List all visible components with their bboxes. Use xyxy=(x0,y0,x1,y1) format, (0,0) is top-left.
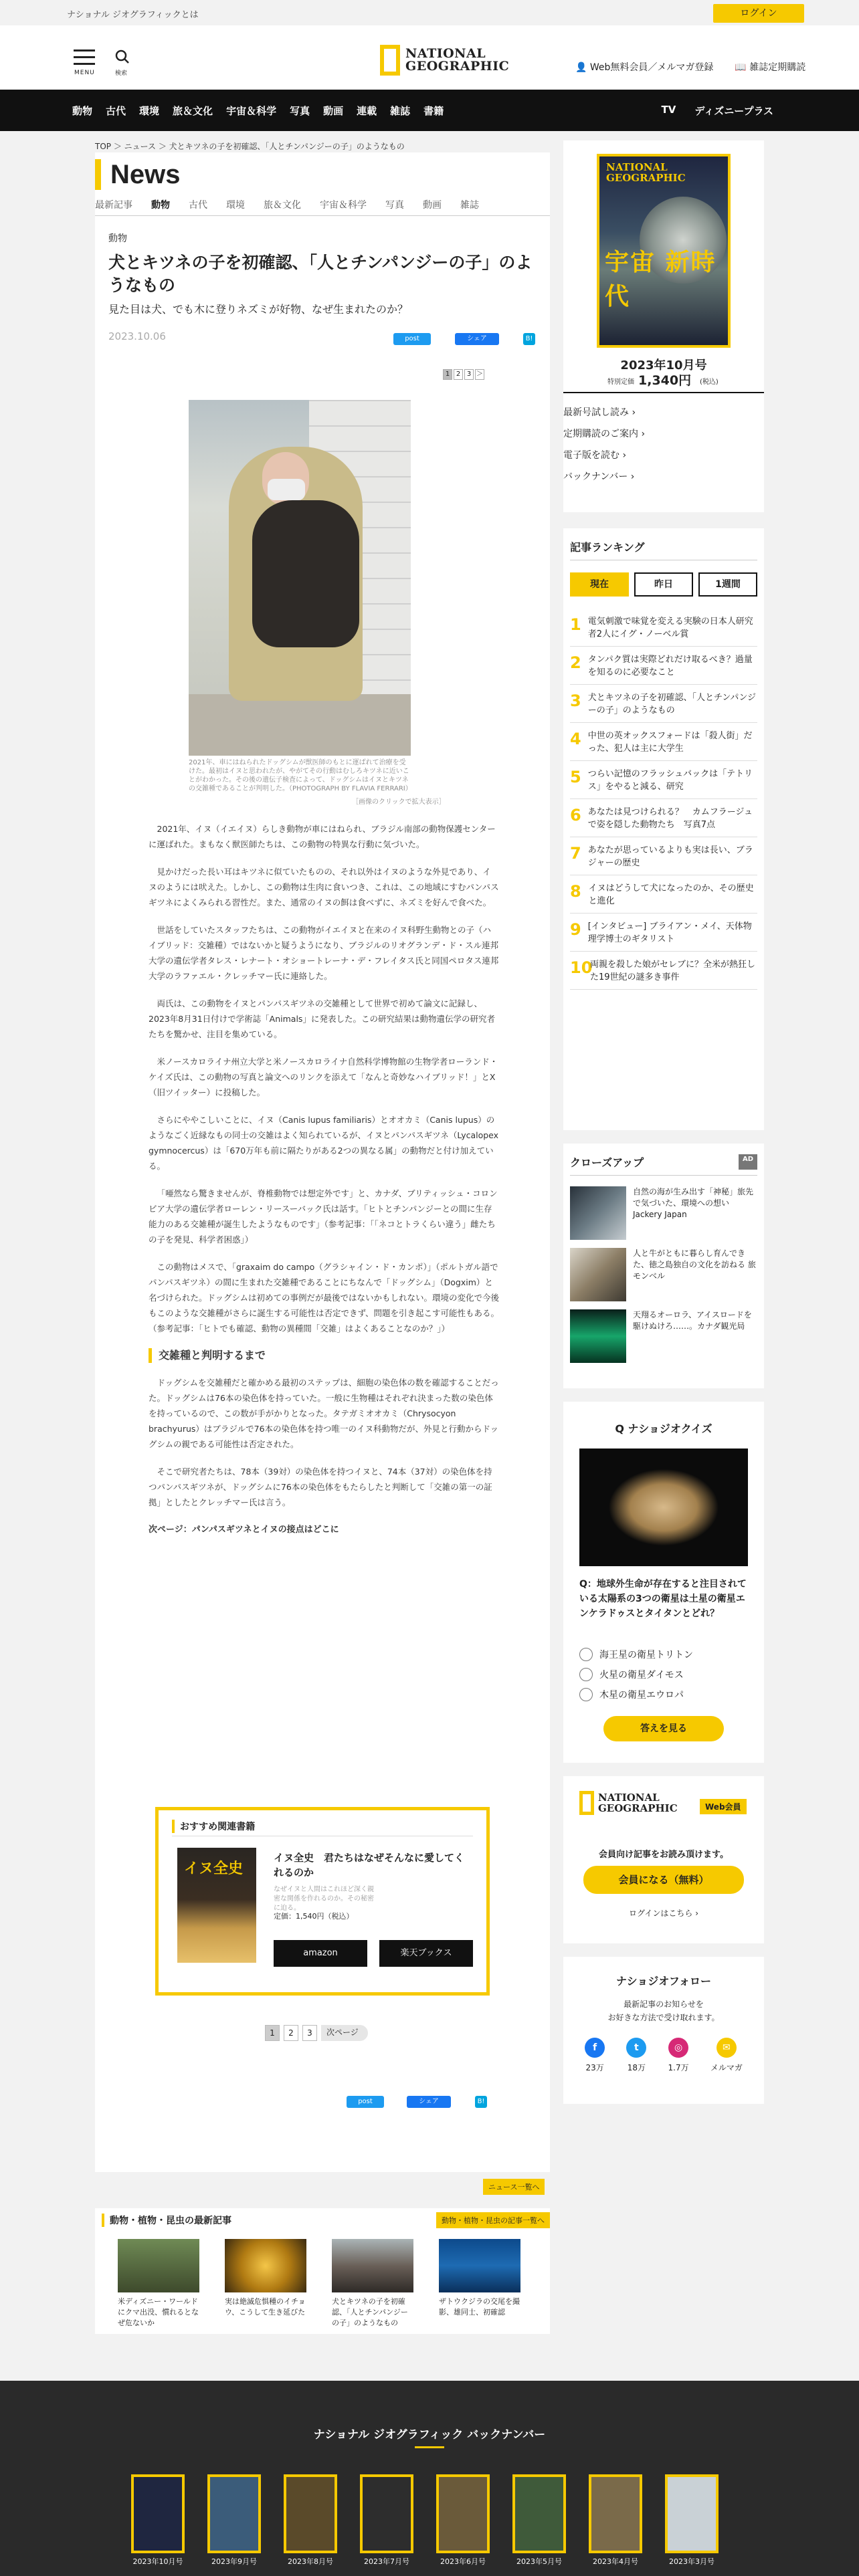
article-photo[interactable] xyxy=(189,400,411,756)
tab-latest[interactable]: 最新記事 xyxy=(95,200,132,211)
nav-item[interactable]: 連載 xyxy=(357,105,377,117)
tab-animals[interactable]: 動物 xyxy=(151,200,170,211)
backnumber-label: 2023年10月号 xyxy=(132,2557,183,2566)
backnumber-item[interactable] xyxy=(360,2474,413,2567)
divider xyxy=(415,2446,444,2448)
latest-heading: 動物・植物・昆虫の最新記事 xyxy=(102,2214,231,2227)
section-heading: 交雑種と判明するまで xyxy=(149,1348,499,1363)
category-tabs xyxy=(95,198,479,211)
paragraph: さらにややこしいことに、イヌ（Canis lupus familiaris）とオオカミ（Canis lupus）のようなごく近縁なもの同士の交雑はよく知られているが、イヌとパンパスギツネ（Lycalopex gymnocercus）は「670万年も前に隔たりがある2つの異なる属」の動物だと付け加えている。 xyxy=(149,1115,499,1171)
nav-disney[interactable]: ディズニープラス xyxy=(694,105,773,117)
quiz-image xyxy=(579,1448,748,1566)
page-next[interactable]: ＞ xyxy=(475,369,484,380)
backnumber-footer xyxy=(0,2381,859,2576)
follow-count: 23万 xyxy=(585,2063,604,2072)
follow-count: メルマガ xyxy=(710,2063,743,2072)
backnumber-cover xyxy=(512,2474,566,2553)
nav-item[interactable]: 古代 xyxy=(106,105,126,117)
follow-list xyxy=(574,2038,753,2073)
magazine-cover[interactable] xyxy=(597,154,731,348)
article-subtitle: 見た目は犬、でも木に登りネズミが好物、なぜ生まれたのか？ xyxy=(108,303,409,316)
paragraph: 世話をしていたスタッフたちは、この動物がイエイヌと在来のイヌ科野生動物との子（ハイブリッド：交雑種）ではないかと疑うようになり、ブラジルのリオグランデ・ド・スル連邦大学の遺伝学者タレス・レナート・オショートレーナ・デ・フレイタス氏と同国ペロタス連邦大学のラファエル・クレッチマー氏に連絡した。 xyxy=(149,925,499,981)
tab-week[interactable]: 1週間 xyxy=(698,572,757,597)
logo-text-1: NATIONAL xyxy=(405,46,486,61)
ranking-title: 中世の英オックスフォードは「殺人街」だった、犯人は主に大学生 xyxy=(587,731,753,754)
member-text: 会員向け記事をお読み頂けます。 xyxy=(599,1850,729,1860)
backnumber-label: 2023年4月号 xyxy=(593,2557,638,2566)
ranking-title: あなたが思っているよりも実は長い、ブラジャーの歴史 xyxy=(587,845,753,868)
quiz-question: Q：地球外生命が存在すると注目されている太陽系の3つの衛星は土星の衛星エンケラドゥスとタイタンとどれ？ xyxy=(579,1579,747,1619)
latest-news-box xyxy=(95,2208,550,2334)
ranking-number: 8 xyxy=(570,882,581,901)
ranking-number: 2 xyxy=(570,653,581,672)
photo-caption: 2021年、車にはねられたドッグシムが獣医師のもとに運ばれて治療を受けた。最初はイヌと思われたが、やがてその行動はむしろキツネに近いことがわかった。その後の遺伝子検査によって、ドッグシムはイヌとキツネの交雑種であることが判明した。（PHOTOGRAPH BY FLAVIA FERRARI） xyxy=(189,759,412,792)
backnumber-label: 2023年7月号 xyxy=(364,2557,409,2566)
latest-item[interactable]: 実は絶滅危惧種のイチョウ、こうして生き延びた xyxy=(225,2239,306,2329)
article-card xyxy=(95,152,550,2172)
menu-icon xyxy=(74,49,95,51)
ranking-number: 1 xyxy=(570,615,581,634)
backnumber-item[interactable] xyxy=(665,2474,719,2567)
quiz-option[interactable]: 火星の衛星ダイモス xyxy=(579,1668,748,1681)
closeup-heading: クローズアップ xyxy=(570,1156,644,1169)
login-link[interactable]: ログインはこちら › xyxy=(628,1909,699,1918)
nav-item[interactable]: 書籍 xyxy=(423,105,444,117)
article-date: 2023.10.06 xyxy=(108,330,166,342)
follow-item[interactable] xyxy=(585,2038,605,2073)
cover-text: GEOGRAPHIC xyxy=(606,172,686,184)
share-hatena-button[interactable]: B! xyxy=(523,333,535,345)
ranking-title: 電気刺激で味覚を変える実験の日本人研究者2人にイグ・ノーベル賞 xyxy=(587,617,753,639)
tab-science[interactable]: 宇宙＆科学 xyxy=(320,200,367,211)
ranking-heading: 記事ランキング xyxy=(570,539,757,560)
ranking-title: あなたは見つけられる？ カムフラージュで姿を隠した動物たち 写真7点 xyxy=(587,807,753,830)
follow-count: 18万 xyxy=(627,2063,646,2072)
follow-item[interactable] xyxy=(710,2038,743,2073)
ad-badge: AD xyxy=(739,1154,757,1170)
logo-text-2: GEOGRAPHIC xyxy=(405,59,510,74)
radio-icon xyxy=(579,1688,593,1701)
quiz-box xyxy=(563,1402,764,1763)
member-logo: NATIONAL GEOGRAPHIC xyxy=(579,1791,678,1815)
follow-box xyxy=(563,1957,764,2104)
ranking-tabs xyxy=(570,572,757,597)
share-hatena-button[interactable]: B! xyxy=(475,2096,487,2108)
ranking-number: 4 xyxy=(570,730,581,748)
tab-ancient[interactable]: 古代 xyxy=(189,200,207,211)
backnumber-label: 2023年3月号 xyxy=(669,2557,714,2566)
cover-text: NATIONAL xyxy=(606,161,668,173)
paragraph: この動物はメスで、「graxaim do campo（グラシャイン・ド・カンポ）」（ポルトガル語でパンパスギツネ）の間に生まれた交雑種であることにちなんで「ドッグシム」（Dogxim）と名づけられた。ドッグシムは初めての事例だが最後ではないかもしれない。環境の変化で今後もこのような交雑種がさらに誕生する可能性は否定できず、問題を引き起こす可能性もある。（参考記事：「ヒトでも確認、動物の異種間「交雑」はよくあることなのか？」） xyxy=(149,1262,500,1333)
paragraph: ドッグシムを交雑種だと確かめる最初のステップは、細胞の染色体の数を確認することだった。ドッグシムは76本の染色体を持っていた。一般に生物種はそれぞれ決まった数の染色体を持っているので、この数が手がかりとなった。タテガミオオカミ（Chrysocyon brachyurus）はブラジルで76本の染色体を持つ唯一のイヌ科動物だが、外見と行動からドッグシムの親である可能性は否定された。 xyxy=(149,1378,499,1449)
ranking-number: 10 xyxy=(570,958,593,977)
magazine-link[interactable]: 最新号試し読み › xyxy=(563,407,636,418)
latest-item[interactable]: ザトウクジラの交尾を撮影、雄同士、初確認 xyxy=(439,2239,520,2329)
nav-item[interactable]: 環境 xyxy=(139,105,160,117)
ranking-item[interactable] xyxy=(570,914,757,952)
paragraph: 両氏は、この動物をイヌとパンパスギツネの交雑種として世界で初めて論文に記録し、2023年8月31日付けで学術誌「Animals」に発表した。この研究結果は動物遺伝学の研究者たちを驚かせ、注目を集めている。 xyxy=(149,998,495,1039)
backnumber-item[interactable] xyxy=(512,2474,566,2567)
page-1[interactable]: 1 xyxy=(443,369,452,380)
bottom-pagination xyxy=(265,2025,368,2041)
book-title[interactable]: イヌ全史 君たちはなぜそんなに愛してくれるのか xyxy=(274,1852,465,1879)
ranking-item[interactable] xyxy=(570,723,757,761)
magazine-link[interactable]: バックナンバー › xyxy=(563,471,635,482)
backnumber-cover xyxy=(436,2474,490,2553)
ranking-title: つらい記憶のフラッシュバックは「テトリス」をやると減る、研究 xyxy=(587,769,753,792)
menu-button[interactable] xyxy=(74,49,95,76)
logo-frame-icon xyxy=(380,45,400,76)
tab-now[interactable]: 現在 xyxy=(570,572,629,597)
divider xyxy=(563,392,764,393)
magazine-box xyxy=(563,140,764,512)
site-header xyxy=(0,25,859,90)
tab-photo[interactable]: 写真 xyxy=(385,200,404,211)
amazon-button[interactable]: amazon xyxy=(274,1940,367,1967)
paragraph: 見かけだった長い耳はキツネに似ていたものの、それ以外はイヌのような外見であり、イヌのようには吠えた。しかし、この動物は生肉に食いつき、これは、この地域にすむパンパスギツネによくみられる習性だ。また、通常のイヌの餌は食べずに、ネズミを好んで食べた。 xyxy=(149,867,499,907)
backnumber-item[interactable] xyxy=(589,2474,642,2567)
web-member-link[interactable]: 👤 Web無料会員／メルマガ登録 xyxy=(575,62,714,73)
magazine-link[interactable]: 電子版を読む › xyxy=(563,450,627,461)
page-3[interactable]: 3 xyxy=(464,369,474,380)
site-logo[interactable] xyxy=(380,43,509,78)
ranking-title: 両親を殺した娘がセレブに？全米が熱狂した19世紀の謎多き事件 xyxy=(590,960,756,982)
footer-heading: ナショナル ジオグラフィック バックナンバー xyxy=(313,2428,546,2442)
backnumber-label: 2023年5月号 xyxy=(516,2557,562,2566)
subscribe-link[interactable]: 📖 雑誌定期購読 xyxy=(735,62,806,73)
quiz-option[interactable]: 木星の衛星エウロパ xyxy=(579,1688,748,1701)
quiz-heading: Q ナショジオクイズ xyxy=(615,1422,712,1435)
login-button[interactable]: ログイン xyxy=(713,4,804,23)
backnumber-cover xyxy=(589,2474,642,2553)
paragraph: そこで研究者たちは、78本（39対）の染色体を持つイヌと、74本（37対）の染色体を持つパンパスギツネが、ドッグシムに76本の染色体をもたらしたと判断して「交雑の第一の証拠」としたとクレッチマー氏は言う。 xyxy=(149,1467,492,1507)
price-label: 特別定価 xyxy=(607,379,634,386)
ranking-number: 9 xyxy=(570,920,581,939)
follow-count: 1.7万 xyxy=(668,2063,689,2072)
share-facebook-button[interactable]: シェア xyxy=(407,2096,451,2108)
paragraph: 「唖然なら驚きませんが、脊椎動物では想定外です」と、カナダ、ブリティッシュ・コロンビア大学の遺伝学者ローレン・リースーバック氏は話す。「ヒトとチンパンジーとの間に生存能力のある交雑種が誕生したようなものです」（参考記事：「「ネコとトラくらい違う」雌たちの子を発見、科学者困惑」） xyxy=(149,1188,498,1245)
backnumber-label: 2023年6月号 xyxy=(440,2557,486,2566)
ranking-title: 犬とキツネの子を初確認、「人とチンパンジーの子」のようなもの xyxy=(587,693,757,716)
social-icon: f xyxy=(585,2038,605,2058)
latest-item[interactable]: 犬とキツネの子を初確認、「人とチンパンジーの子」のようなもの xyxy=(332,2239,413,2329)
next-page-link[interactable]: 次ページ：パンパスギツネとイヌの接点はどこに xyxy=(149,1525,339,1535)
magazine-link[interactable]: 定期購読のご案内 › xyxy=(563,429,646,439)
article-title: 犬とキツネの子を初確認、「人とチンパンジーの子」のようなもの xyxy=(108,253,533,295)
page-2[interactable]: 2 xyxy=(454,369,463,380)
nav-tv[interactable]: TV xyxy=(661,104,676,116)
radio-icon xyxy=(579,1668,593,1681)
quiz-answer-button[interactable]: 答えを見る xyxy=(603,1716,724,1741)
ranking-number: 7 xyxy=(570,844,581,863)
nav-item[interactable]: 動物 xyxy=(72,105,93,117)
ranking-box xyxy=(563,528,764,1130)
follow-desc: 最新記事のお知らせを お好きな方法で受け取れます。 xyxy=(607,2000,720,2022)
social-icon: t xyxy=(626,2038,646,2058)
follow-item[interactable] xyxy=(668,2038,689,2073)
search-button[interactable] xyxy=(115,49,132,77)
backnumber-item[interactable] xyxy=(207,2474,261,2567)
cover-big-title: 宇宙 新時代 xyxy=(605,249,717,310)
closeup-box xyxy=(563,1144,764,1388)
news-list-button[interactable]: ニュース一覧へ xyxy=(483,2179,545,2195)
backnumber-cover xyxy=(665,2474,719,2553)
backnumber-cover xyxy=(360,2474,413,2553)
user-icon: 👤 xyxy=(575,62,590,73)
quiz-icon: Q xyxy=(615,1422,628,1435)
issue-label: 2023年10月号 xyxy=(620,358,707,372)
backnumber-item[interactable] xyxy=(131,2474,185,2567)
ranking-item[interactable] xyxy=(570,799,757,837)
next-page-button[interactable]: 次ページ xyxy=(321,2025,368,2041)
latest-more-link[interactable]: 動物・植物・昆虫の記事一覧へ xyxy=(436,2212,550,2228)
ranking-item[interactable] xyxy=(570,875,757,914)
share-x-button[interactable]: post xyxy=(393,333,431,345)
book-desc: なぜイヌと人間はこれほど深く親密な関係を作れるのか。その秘密に迫る。 xyxy=(274,1886,374,1912)
ranking-number: 6 xyxy=(570,806,581,825)
recommended-book xyxy=(155,1807,490,1996)
follow-item[interactable] xyxy=(626,2038,646,2073)
backnumber-cover xyxy=(284,2474,337,2553)
nav-item[interactable]: 雑誌 xyxy=(390,105,411,117)
tab-yesterday[interactable]: 昨日 xyxy=(634,572,693,597)
social-icon: ✉ xyxy=(717,2038,737,2058)
share-x-button[interactable]: post xyxy=(347,2096,384,2108)
latest-item[interactable]: 米ディズニー・ワールドにクマ出没、慣れるとなぜ危ないか xyxy=(118,2239,199,2329)
ranking-title: イヌはどうして犬になったのか、その歴史と進化 xyxy=(588,883,754,906)
page-1[interactable]: 1 xyxy=(265,2025,280,2041)
book-price: 定価：1,540円（税込） xyxy=(274,1912,354,1921)
backnumber-label: 2023年9月号 xyxy=(211,2557,257,2566)
tab-magazine[interactable]: 雑誌 xyxy=(460,200,479,211)
price-tax: (税込) xyxy=(700,379,719,386)
backnumber-cover xyxy=(207,2474,261,2553)
divider xyxy=(95,215,550,216)
backnumber-item[interactable] xyxy=(284,2474,337,2567)
page-2[interactable]: 2 xyxy=(284,2025,298,2041)
ranking-item[interactable] xyxy=(570,837,757,875)
paragraph: 2021年、イヌ（イエイヌ）らしき動物が車にはねられ、ブラジル南部の動物保護センターに運ばれた。まもなく獣医師たちは、この動物の特異な行動に気づいた。 xyxy=(149,824,496,849)
tab-environment[interactable]: 環境 xyxy=(226,200,245,211)
radio-icon xyxy=(579,1648,593,1661)
price-value: 1,340円 xyxy=(638,373,692,388)
web-member-badge: Web会員 xyxy=(700,1799,747,1814)
member-box xyxy=(563,1776,764,1943)
quiz-option[interactable]: 海王星の衛星トリトン xyxy=(579,1648,748,1661)
ranking-list xyxy=(570,609,757,990)
nav-item[interactable]: 宇宙＆科学 xyxy=(226,105,277,117)
top-pagination xyxy=(443,369,484,380)
about-link[interactable]: ナショナル ジオグラフィックとは xyxy=(67,10,199,20)
ranking-item[interactable] xyxy=(570,609,757,647)
breadcrumb[interactable]: TOP ＞ ニュース ＞ 犬とキツネの子を初確認、「人とチンパンジーの子」のようなもの xyxy=(95,142,405,151)
join-button[interactable]: 会員になる（無料） xyxy=(583,1866,744,1894)
article-category: 動物 xyxy=(108,233,127,244)
paragraph: 米ノースカロライナ州立大学と米ノースカロライナ自然科学博物館の生物学者ローランド・ケイズ氏は、この動物の写真と論文へのリンクを添えて「なんと奇妙なハイブリッド！」とX（旧ツイッター）に投稿した。 xyxy=(149,1057,498,1097)
search-label: 検索 xyxy=(115,70,128,77)
closeup-item[interactable]: 自然の海が生み出す「神秘」旅先で気づいた、環境への想い Jackery Japan xyxy=(570,1186,757,1240)
news-heading: News xyxy=(95,159,181,190)
ranking-item[interactable] xyxy=(570,647,757,685)
backnumber-cover xyxy=(131,2474,185,2553)
social-icon: ◎ xyxy=(668,2038,688,2058)
top-strip xyxy=(0,0,859,25)
book-cover-title: イヌ全史 xyxy=(184,1860,244,1877)
tab-video[interactable]: 動画 xyxy=(423,200,442,211)
closeup-item[interactable]: 天翔るオーロラ、アイスロードを駆けぬけろ……。カナダ観光局 xyxy=(570,1309,757,1363)
rec-heading: おすすめ関連書籍 xyxy=(172,1820,255,1833)
backnumber-item[interactable] xyxy=(436,2474,490,2567)
nav-item[interactable]: 写真 xyxy=(290,105,310,117)
ranking-title: [インタビュー] ブライアン・メイ、天体物理学博士のギタリスト xyxy=(587,922,752,944)
share-facebook-button[interactable]: シェア xyxy=(455,333,499,345)
menu-label: MENU xyxy=(74,70,95,76)
backnumber-label: 2023年8月号 xyxy=(288,2557,333,2566)
ranking-item[interactable] xyxy=(570,761,757,799)
page-3[interactable]: 3 xyxy=(302,2025,317,2041)
closeup-item[interactable]: 人と牛がともに暮らし育んできた、徳之島独自の文化を訪ねる 旅 モンベル xyxy=(570,1248,757,1301)
tab-travel[interactable]: 旅＆文化 xyxy=(264,200,301,211)
ranking-item[interactable] xyxy=(570,952,757,990)
search-icon xyxy=(115,49,130,64)
book-cover[interactable] xyxy=(177,1848,256,1963)
enlarge-link[interactable]: ［画像のクリックで拡大表示］ xyxy=(352,798,446,806)
ranking-title: タンパク質は実際どれだけ取るべき？過量を知るのに必要なこと xyxy=(587,655,753,677)
rakuten-button[interactable]: 楽天ブックス xyxy=(379,1940,473,1967)
follow-heading: ナショジオフォロー xyxy=(615,1975,712,1988)
nav-item[interactable]: 動画 xyxy=(323,105,344,117)
global-nav xyxy=(0,90,859,131)
nav-item[interactable]: 旅＆文化 xyxy=(173,105,213,117)
ranking-number: 5 xyxy=(570,768,581,786)
book-icon: 📖 xyxy=(735,62,750,73)
ranking-number: 3 xyxy=(570,691,581,710)
article-body xyxy=(149,821,499,1537)
ranking-item[interactable] xyxy=(570,685,757,723)
